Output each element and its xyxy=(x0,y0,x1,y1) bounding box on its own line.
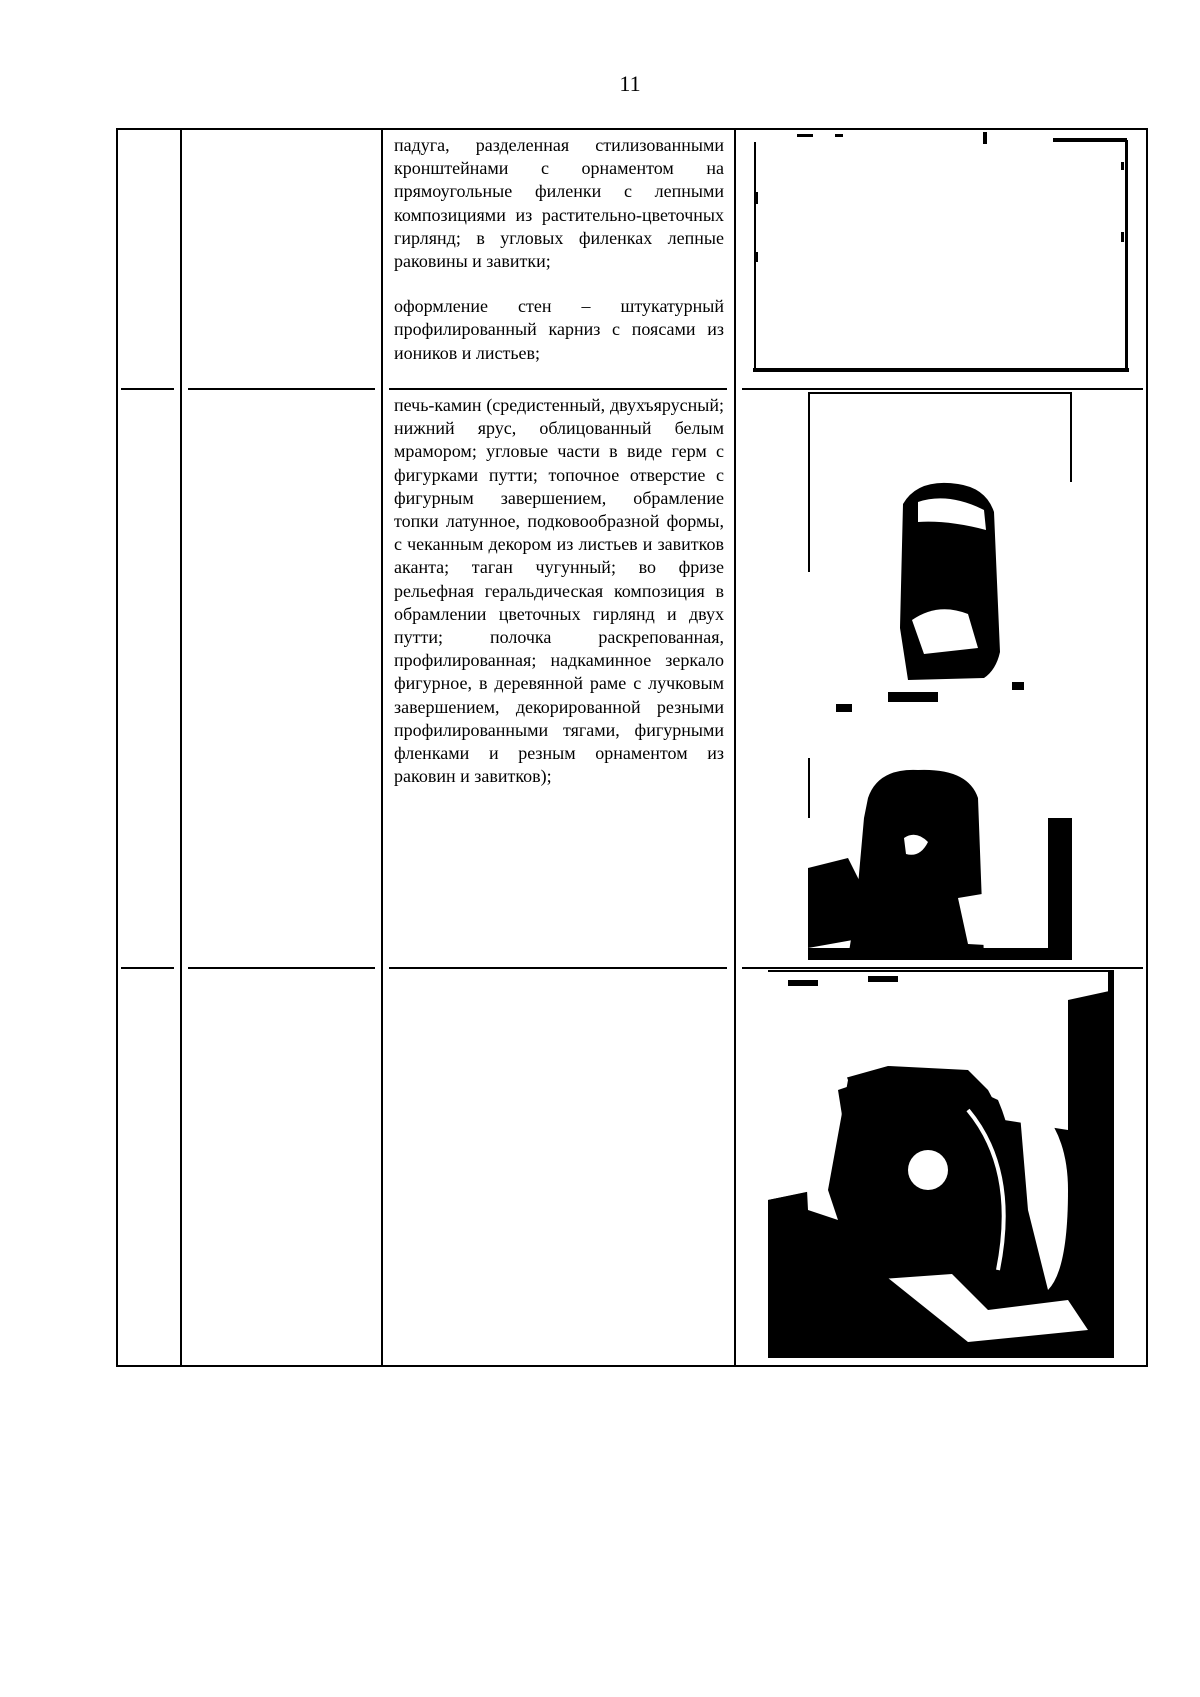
row-divider xyxy=(742,388,1143,390)
fireplace-photo-lower xyxy=(808,758,1072,960)
row-divider xyxy=(389,967,727,969)
table-column-divider xyxy=(180,128,182,1367)
description-cell xyxy=(394,134,724,365)
table-column-divider xyxy=(381,128,383,1367)
page-number: 11 xyxy=(619,71,641,96)
fireplace-photo-upper xyxy=(808,392,1072,714)
row-divider xyxy=(188,388,375,390)
row-divider xyxy=(389,388,727,390)
description-cell xyxy=(394,394,724,788)
row-divider xyxy=(188,967,375,969)
row-divider xyxy=(121,967,174,969)
row-divider xyxy=(742,967,1143,969)
fireplace-photo-closeup xyxy=(768,970,1114,1358)
row-divider xyxy=(121,388,174,390)
description-paragraph: оформление стен – штукатурный профилированный карниз с поясами из иоников и листьев; xyxy=(394,296,724,363)
description-paragraph: падуга, разделенная стилизованными кронштейнами с орнаментом на прямоугольные филенки с лепными композициями из растительно-цветочных гирлянд; в угловых филенках лепные раковины и завитки; xyxy=(394,135,724,272)
description-paragraph: печь-камин (средистенный, двухъярусный; нижний ярус, облицованный белым мрамором; угловые части в виде герм с фигурками путти; топочное отверстие с фигурным завершением, обрамление топки латунное, подковообразной формы, с чеканным декором из листьев и завитков аканта; таган чугунный; во фризе рельефная геральдическая композиция в обрамлении цветочных гирлянд и двух путти; полочка раскрепованная, профилированная; надкаминное зеркало фигурное, в деревянной раме с лучковым завершением, декорированной резными профилированными тягами, фигурными фленками и резным орнаментом из раковин и завитков); xyxy=(394,395,724,787)
cornice-photo xyxy=(753,132,1129,372)
table-column-divider xyxy=(734,128,736,1367)
